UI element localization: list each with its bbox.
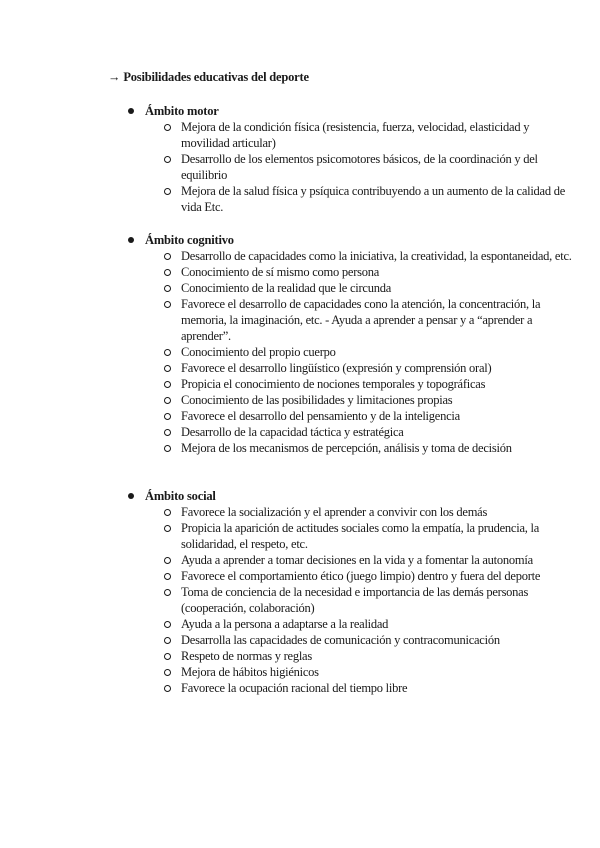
page-heading bbox=[108, 70, 309, 85]
list-item: Favorece el desarrollo lingüístico (expresión y comprensión oral) bbox=[128, 360, 578, 376]
section-ambito-cognitivo bbox=[128, 232, 578, 456]
circle-bullet-icon bbox=[164, 156, 171, 163]
circle-bullet-icon bbox=[164, 589, 171, 596]
list-item: Conocimiento de la realidad que le circunda bbox=[128, 280, 578, 296]
list-item: Favorece el comportamiento ético (juego limpio) dentro y fuera del deporte bbox=[128, 568, 578, 584]
list-item: Conocimiento del propio cuerpo bbox=[128, 344, 578, 360]
circle-bullet-icon bbox=[164, 525, 171, 532]
circle-bullet-icon bbox=[164, 349, 171, 356]
circle-bullet-icon bbox=[164, 124, 171, 131]
page-heading-text: Posibilidades educativas del deporte bbox=[123, 70, 309, 84]
section-title-text: Ámbito social bbox=[145, 489, 216, 503]
bullet-icon bbox=[128, 108, 134, 114]
section-title bbox=[128, 488, 578, 504]
circle-bullet-icon bbox=[164, 285, 171, 292]
circle-bullet-icon bbox=[164, 413, 171, 420]
section-title bbox=[128, 232, 578, 248]
section-ambito-motor bbox=[128, 103, 578, 215]
arrow-icon: → bbox=[108, 70, 121, 84]
list-item: Mejora de la condición física (resistencia, fuerza, velocidad, elasticidad y movilidad articular) bbox=[128, 119, 578, 151]
list-item: Mejora de la salud física y psíquica contribuyendo a un aumento de la calidad de vida Etc. bbox=[128, 183, 578, 215]
section-title-text: Ámbito cognitivo bbox=[145, 233, 234, 247]
list-item: Desarrollo de capacidades como la iniciativa, la creatividad, la espontaneidad, etc. bbox=[128, 248, 578, 264]
list-item: Mejora de los mecanismos de percepción, análisis y toma de decisión bbox=[128, 440, 578, 456]
list-item: Toma de conciencia de la necesidad e importancia de las demás personas (cooperación, colaboración) bbox=[128, 584, 578, 616]
list-item: Desarrollo de los elementos psicomotores básicos, de la coordinación y del equilibrio bbox=[128, 151, 578, 183]
item-list bbox=[128, 119, 578, 215]
circle-bullet-icon bbox=[164, 445, 171, 452]
circle-bullet-icon bbox=[164, 509, 171, 516]
circle-bullet-icon bbox=[164, 253, 171, 260]
list-item: Propicia la aparición de actitudes sociales como la empatía, la prudencia, la solidaridad, el respeto, etc. bbox=[128, 520, 578, 552]
list-item: Favorece la ocupación racional del tiempo libre bbox=[128, 680, 578, 696]
circle-bullet-icon bbox=[164, 188, 171, 195]
circle-bullet-icon bbox=[164, 685, 171, 692]
list-item: Mejora de hábitos higiénicos bbox=[128, 664, 578, 680]
circle-bullet-icon bbox=[164, 301, 171, 308]
circle-bullet-icon bbox=[164, 653, 171, 660]
list-item: Respeto de normas y reglas bbox=[128, 648, 578, 664]
list-item: Ayuda a aprender a tomar decisiones en la vida y a fomentar la autonomía bbox=[128, 552, 578, 568]
list-item: Conocimiento de sí mismo como persona bbox=[128, 264, 578, 280]
circle-bullet-icon bbox=[164, 669, 171, 676]
list-item: Propicia el conocimiento de nociones temporales y topográficas bbox=[128, 376, 578, 392]
circle-bullet-icon bbox=[164, 637, 171, 644]
list-item: Favorece el desarrollo del pensamiento y de la inteligencia bbox=[128, 408, 578, 424]
list-item: Ayuda a la persona a adaptarse a la realidad bbox=[128, 616, 578, 632]
circle-bullet-icon bbox=[164, 365, 171, 372]
item-list bbox=[128, 504, 578, 696]
item-list bbox=[128, 248, 578, 456]
list-item: Desarrolla las capacidades de comunicación y contracomunicación bbox=[128, 632, 578, 648]
circle-bullet-icon bbox=[164, 621, 171, 628]
circle-bullet-icon bbox=[164, 397, 171, 404]
section-title-text: Ámbito motor bbox=[145, 104, 219, 118]
bullet-icon bbox=[128, 237, 134, 243]
circle-bullet-icon bbox=[164, 557, 171, 564]
list-item: Favorece el desarrollo de capacidades cono la atención, la concentración, la memoria, la imaginación, etc. - Ayuda a aprender a pensar y a “aprender a aprender”. bbox=[128, 296, 578, 344]
circle-bullet-icon bbox=[164, 429, 171, 436]
circle-bullet-icon bbox=[164, 381, 171, 388]
bullet-icon bbox=[128, 493, 134, 499]
list-item: Conocimiento de las posibilidades y limitaciones propias bbox=[128, 392, 578, 408]
section-ambito-social bbox=[128, 488, 578, 696]
section-title bbox=[128, 103, 578, 119]
circle-bullet-icon bbox=[164, 573, 171, 580]
list-item: Favorece la socialización y el aprender a convivir con los demás bbox=[128, 504, 578, 520]
list-item: Desarrollo de la capacidad táctica y estratégica bbox=[128, 424, 578, 440]
circle-bullet-icon bbox=[164, 269, 171, 276]
